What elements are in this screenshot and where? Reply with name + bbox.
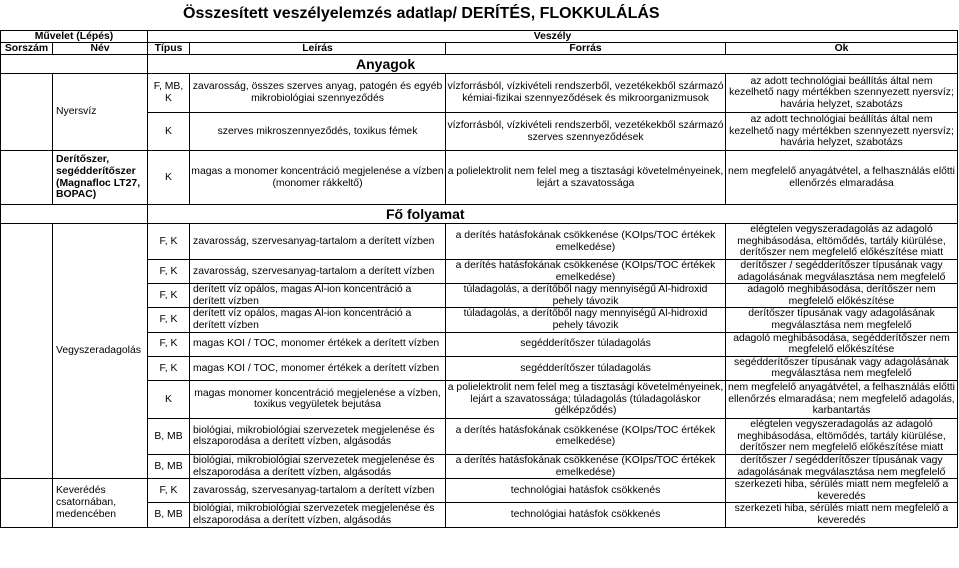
- row-desc-cell: derített víz opálos, magas Al-ion koncentráció a derített vízben: [190, 308, 446, 332]
- row-cause-cell: segédderítőszer típusának vagy adagolásának megválasztása nem megfelelő: [726, 356, 958, 380]
- row-cause-cell: nem megfelelő anyagátvétel, a felhasználás előtti ellenőrzés elmaradása: [726, 151, 958, 205]
- row-cause-cell: derítőszer / segédderítőszer típusának vagy adagolásának megválasztása nem megfelelő: [726, 454, 958, 478]
- row-desc-cell: derített víz opálos, magas Al-ion koncentráció a derített vízben: [190, 284, 446, 308]
- row-cause-cell: az adott technológiai beállítás által nem kezelhető nagy mértékben szennyezett nyersvíz; havária helyzet, szabotázs: [726, 113, 958, 151]
- row-cause-cell: az adott technológiai beállítás által nem kezelhető nagy mértékben szennyezett nyersvíz; havária helyzet, szabotázs: [726, 74, 958, 113]
- col-header-ok: Ok: [726, 43, 958, 55]
- row-type-cell: F, K: [148, 356, 190, 380]
- row-source-cell: túladagolás, a derítőből nagy mennyiségű Al-hidroxid pehely távozik: [446, 308, 726, 332]
- row-type-cell: B, MB: [148, 503, 190, 527]
- row-cause-cell: elégtelen vegyszeradagolás az adagoló meghibásodása, eltömődés, tartály kiürülése, derítőszer nem megfelelő előkészítése miatt: [726, 418, 958, 454]
- row-type-cell: K: [148, 151, 190, 205]
- section-spacer: [1, 205, 148, 224]
- row-source-cell: a derítés hatásfokának csökkenése (KOIps/TOC értékek emelkedése): [446, 260, 726, 284]
- veszely-header: Veszély: [148, 31, 958, 43]
- row-desc-cell: magas monomer koncentráció megjelenése a vízben, toxikus vegyületek bejutása: [190, 380, 446, 418]
- section-spacer: [1, 55, 148, 74]
- document-title: Összesített veszélyelemzés adatlap/ DERÍTÉS, FLOKKULÁLÁS: [183, 5, 660, 22]
- row-source-cell: a polielektrolit nem felel meg a tisztasági követelményeinek, lejárt a szavatossága; túladagolás (túladagoláskor gélképződés): [446, 380, 726, 418]
- row-type-cell: B, MB: [148, 418, 190, 454]
- header-row-top: [1, 31, 958, 43]
- col-header-forras: Forrás: [446, 43, 726, 55]
- row-cause-cell: adagoló meghibásodása, derítőszer nem megfelelő előkészítése: [726, 284, 958, 308]
- row-desc-cell: magas a monomer koncentráció megjelenése a vízben (monomer rákkeltő): [190, 151, 446, 205]
- section-row-fo-folyamat: [1, 205, 958, 224]
- row-source-cell: vízforrásból, vízkivételi rendszerből, vezetékekből származó szerves szennyeződések: [446, 113, 726, 151]
- row-type-cell: F, K: [148, 224, 190, 260]
- row-type-cell: F, K: [148, 260, 190, 284]
- row-cause-cell: szerkezeti hiba, sérülés miatt nem megfelelő a keveredés: [726, 503, 958, 527]
- col-header-sorszam: Sorszám: [1, 43, 53, 55]
- row-source-cell: technológiai hatásfok csökkenés: [446, 503, 726, 527]
- row-sorszam-cell: [1, 74, 53, 151]
- row-name-cell: Keverédés csatornában, medencében: [53, 479, 148, 527]
- row-cause-cell: elégtelen vegyszeradagolás az adagoló meghibásodása, eltömődés, tartály kiürülése, derítőszer nem megfelelő előkészítése miatt: [726, 224, 958, 260]
- row-type-cell: F, K: [148, 284, 190, 308]
- hazard-analysis-table: [0, 30, 958, 528]
- row-desc-cell: biológiai, mikrobiológiai szervezetek megjelenése és elszaporodása a derített vízben, algásodás: [190, 503, 446, 527]
- row-desc-cell: biológiai, mikrobiológiai szervezetek megjelenése és elszaporodása a derített vízben, algásodás: [190, 418, 446, 454]
- col-header-nev: Név: [53, 43, 148, 55]
- row-source-cell: vízforrásból, vízkivételi rendszerből, vezetékekből származó kémiai-fizikai szennyeződések és mikroorganizmusok: [446, 74, 726, 113]
- row-cause-cell: adagoló meghibásodása, segédderítőszer nem megfelelő előkészítése: [726, 332, 958, 356]
- row-source-cell: segédderítőszer túladagolás: [446, 332, 726, 356]
- row-desc-cell: biológiai, mikrobiológiai szervezetek megjelenése és elszaporodása a derített vízben, algásodás: [190, 454, 446, 478]
- row-type-cell: F, MB, K: [148, 74, 190, 113]
- row-sorszam-cell: [1, 224, 53, 479]
- section-fo-folyamat: Fő folyamat: [148, 205, 958, 224]
- row-desc-cell: magas KOI / TOC, monomer értékek a derített vízben: [190, 356, 446, 380]
- table-row: [1, 151, 958, 205]
- row-type-cell: K: [148, 380, 190, 418]
- row-sorszam-cell: [1, 479, 53, 527]
- row-type-cell: F, K: [148, 308, 190, 332]
- row-name-cell: Vegyszeradagolás: [53, 224, 148, 479]
- header-row-columns: [1, 43, 958, 55]
- row-desc-cell: zavarosság, összes szerves anyag, patogén és egyéb mikrobiológiai szennyeződés: [190, 74, 446, 113]
- table-row: [1, 74, 958, 113]
- row-source-cell: a polielektrolit nem felel meg a tisztasági követelményeinek, lejárt a szavatossága: [446, 151, 726, 205]
- row-sorszam-cell: [1, 151, 53, 205]
- row-name-cell: Nyersvíz: [53, 74, 148, 151]
- muvelet-header: Művelet (Lépés): [1, 31, 148, 43]
- row-name-cell: Derítőszer, segédderítőszer (Magnafloc LT27, BOPAC): [53, 151, 148, 205]
- row-source-cell: segédderítőszer túladagolás: [446, 356, 726, 380]
- row-cause-cell: nem megfelelő anyagátvétel, a felhasználás előtti ellenőrzés elmaradása; nem megfelelő adagolás, karbantartás: [726, 380, 958, 418]
- row-cause-cell: derítőszer / segédderítőszer típusának vagy adagolásának megválasztása nem megfelelő: [726, 260, 958, 284]
- row-source-cell: túladagolás, a derítőből nagy mennyiségű Al-hidroxid pehely távozik: [446, 284, 726, 308]
- row-desc-cell: szerves mikroszennyeződés, toxikus fémek: [190, 113, 446, 151]
- col-header-leiras: Leírás: [190, 43, 446, 55]
- row-type-cell: F, K: [148, 479, 190, 503]
- row-cause-cell: derítőszer típusának vagy adagolásának megválasztása nem megfelelő: [726, 308, 958, 332]
- document-title-bar: [0, 0, 959, 30]
- table-row: [1, 479, 958, 503]
- row-type-cell: F, K: [148, 332, 190, 356]
- row-desc-cell: zavarosság, szervesanyag-tartalom a derített vízben: [190, 224, 446, 260]
- row-type-cell: K: [148, 113, 190, 151]
- row-cause-cell: szerkezeti hiba, sérülés miatt nem megfelelő a keveredés: [726, 479, 958, 503]
- section-anyagok: Anyagok: [148, 55, 958, 74]
- row-source-cell: a derítés hatásfokának csökkenése (KOIps/TOC értékek emelkedése): [446, 418, 726, 454]
- row-source-cell: technológiai hatásfok csökkenés: [446, 479, 726, 503]
- row-source-cell: a derítés hatásfokának csökkenése (KOIps/TOC értékek emelkedése): [446, 224, 726, 260]
- row-type-cell: B, MB: [148, 454, 190, 478]
- row-desc-cell: zavarosság, szervesanyag-tartalom a derített vízben: [190, 260, 446, 284]
- section-row-anyagok: [1, 55, 958, 74]
- col-header-tipus: Típus: [148, 43, 190, 55]
- row-desc-cell: zavarosság, szervesanyag-tartalom a derített vízben: [190, 479, 446, 503]
- row-source-cell: a derítés hatásfokának csökkenése (KOIps/TOC értékek emelkedése): [446, 454, 726, 478]
- table-row: [1, 224, 958, 260]
- row-desc-cell: magas KOI / TOC, monomer értékek a derített vízben: [190, 332, 446, 356]
